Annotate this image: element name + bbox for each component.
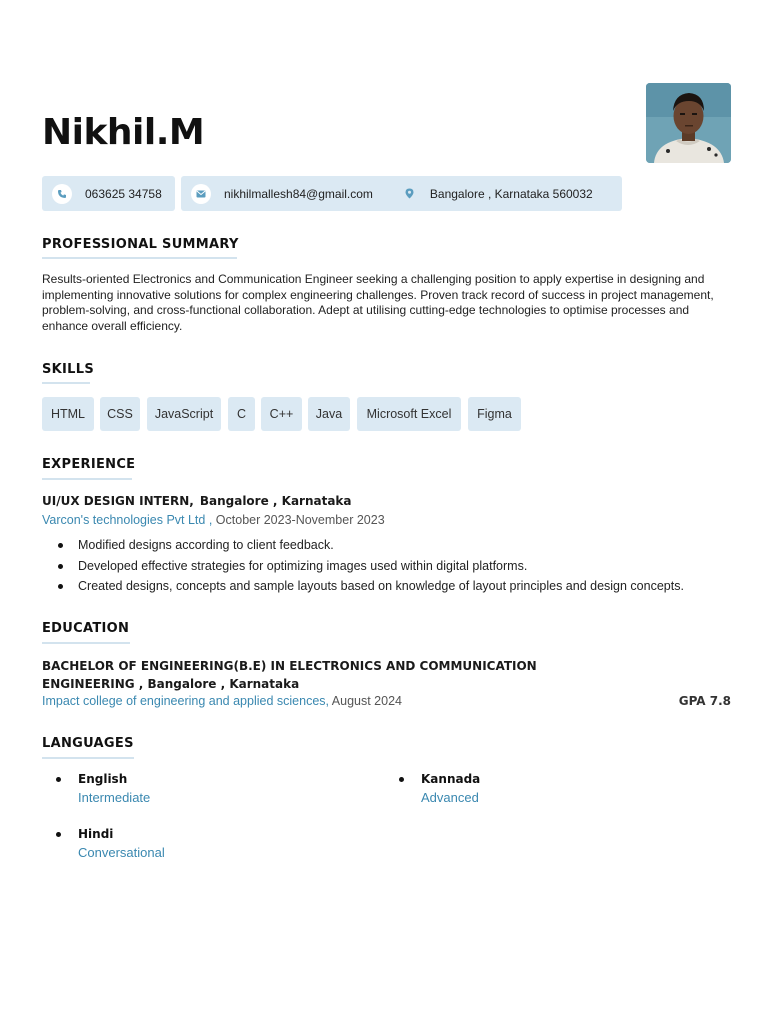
company-line [42,513,385,527]
location-pin-icon [405,188,414,199]
summary-text: Results-oriented Electronics and Communication Engineer seeking a challenging position to apply expertise in designing and implementing innovative solutions for complex engineering challenges. Proven track record of success in project management, problem-solving, and cross-functional collaboration. Adept at utilising cutting-edge technologies to optimise processes and enhance overall efficiency. [42,272,714,333]
job-title [42,494,352,508]
list-item: Developed effective strategies for optimizing images used within digital platforms. [58,559,684,580]
email-address: nikhilmallesh84@gmail.com [224,186,373,201]
job-dates: October 2023-November 2023 [215,513,385,527]
degree-line-1: BACHELOR OF ENGINEERING(B.E) IN ELECTRONICS AND COMMUNICATION [42,659,537,673]
degree-line-2: ENGINEERING , [42,677,144,691]
skill-chip: Figma [468,397,521,431]
skill-chip: JavaScript [147,397,221,431]
email-icon [191,184,211,204]
experience-bullets [58,538,684,600]
education-heading: EDUCATION [42,621,130,636]
list-item: Modified designs according to client feedback. [58,538,684,559]
language-level: Conversational [78,845,165,860]
profile-photo [646,83,731,163]
languages-underline [42,757,134,759]
phone-icon [52,184,72,204]
job-role: UI/UX DESIGN INTERN, [42,494,194,508]
college-name: Impact college of engineering and applied sciences, [42,694,329,708]
email-location-pill [181,176,622,211]
skill-chip: Java [308,397,350,431]
language-item [421,772,480,805]
skill-chip: HTML [42,397,94,431]
skill-chip: Microsoft Excel [357,397,461,431]
skill-chip: CSS [100,397,140,431]
gpa: GPA 7.8 [678,694,731,708]
skill-chip: C++ [261,397,302,431]
experience-heading: EXPERIENCE [42,457,136,472]
language-name: Kannada [421,772,481,786]
job-location: Bangalore , Karnataka [199,494,352,508]
language-level: Intermediate [78,790,151,805]
candidate-name: Nikhil.M [42,112,205,153]
education-underline [42,642,130,644]
education-location: Bangalore , Karnataka [147,677,300,691]
summary-heading: PROFESSIONAL SUMMARY [42,237,239,252]
skill-chip: C [228,397,255,431]
experience-underline [42,478,132,480]
language-name: English [78,772,128,786]
graduation-date: August 2024 [331,694,402,708]
phone-number: 063625 34758 [85,186,162,201]
language-level: Advanced [421,790,479,805]
degree-title [42,657,562,693]
list-item: Created designs, concepts and sample layouts based on knowledge of layout principles and design concepts. [58,579,684,600]
language-item [78,772,150,805]
language-name: Hindi [78,827,114,841]
language-item [78,827,165,860]
location-text: Bangalore , Karnataka 560032 [429,186,593,201]
summary-underline [42,257,237,259]
skills-underline [42,382,90,384]
phone-pill [42,176,175,211]
skills-heading: SKILLS [42,362,95,377]
company-name: Varcon's technologies Pvt Ltd , [42,513,213,527]
college-line [42,694,402,708]
languages-heading: LANGUAGES [42,736,134,751]
